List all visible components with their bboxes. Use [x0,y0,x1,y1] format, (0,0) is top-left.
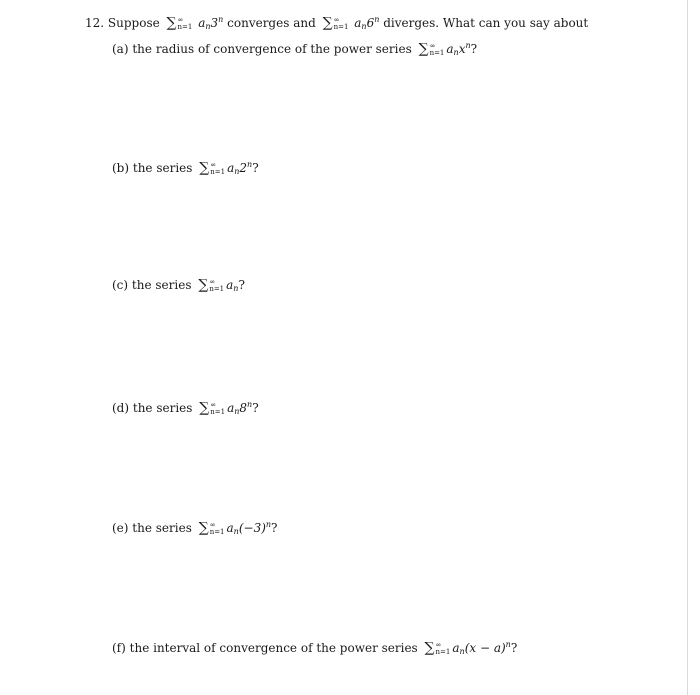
problem-middle-2: diverges. What can you say about [383,16,589,30]
part-text: the series [131,278,192,292]
part-label: (d) [112,401,130,415]
problem-prefix: Suppose [107,16,160,30]
problem-statement [85,12,588,35]
part-label: (e) [112,521,129,535]
summation: ∑ ∞ n=1 [418,41,445,57]
part-c: (c) the series ∑ ∞ n=1 $a_n$? [112,277,245,293]
part-text: the series [132,521,192,535]
problem-number: 12. [85,16,105,30]
part-label: (b) [112,161,130,175]
part-label: (f) [112,641,126,655]
series-2: $a_n6^n$ [354,15,380,31]
part-text: the series [132,401,193,415]
part-d: (d) the series ∑ ∞ n=1 $a_n8^n$? [112,400,259,416]
series-expr: $a_nx^n$ [446,41,471,57]
part-label: (a) [112,42,129,56]
series-expr: $a_n2^n$ [227,160,253,176]
series-expr: $a_n$ [226,278,239,293]
page-border [687,0,688,695]
part-f: (f) the interval of convergence of the power series ∑ ∞ n=1 $a_n(x - a)^n$? [112,640,518,656]
part-text: the interval of convergence of the power series [129,641,418,655]
summation-2: ∑ ∞ n=1 [322,15,349,31]
part-text: the series [132,161,193,175]
summation: ∑ ∞ n=1 [199,400,226,416]
part-label: (c) [112,278,129,292]
part-e: (e) the series ∑ ∞ n=1 $a_n(-3)^n$? [112,520,278,536]
series-expr: $a_n(-3)^n$ [226,520,272,536]
summation: ∑ ∞ n=1 [198,520,225,536]
part-text: the radius of convergence of the power series [132,42,412,56]
problem-middle-1: converges and [227,16,316,30]
summation: ∑ ∞ n=1 [424,640,451,656]
part-a: (a) the radius of convergence of the power series ∑ ∞ n=1 $a_nx^n$? [112,41,478,57]
summation: ∑ ∞ n=1 [199,160,226,176]
summation-1: ∑ ∞ n=1 [166,15,193,31]
series-expr: $a_n(x - a)^n$ [452,640,511,656]
summation: ∑ ∞ n=1 [198,277,225,293]
series-expr: $a_n8^n$ [227,400,253,416]
part-b: (b) the series ∑ ∞ n=1 $a_n2^n$? [112,160,259,176]
series-1: $a_n3^n$ [198,15,224,31]
